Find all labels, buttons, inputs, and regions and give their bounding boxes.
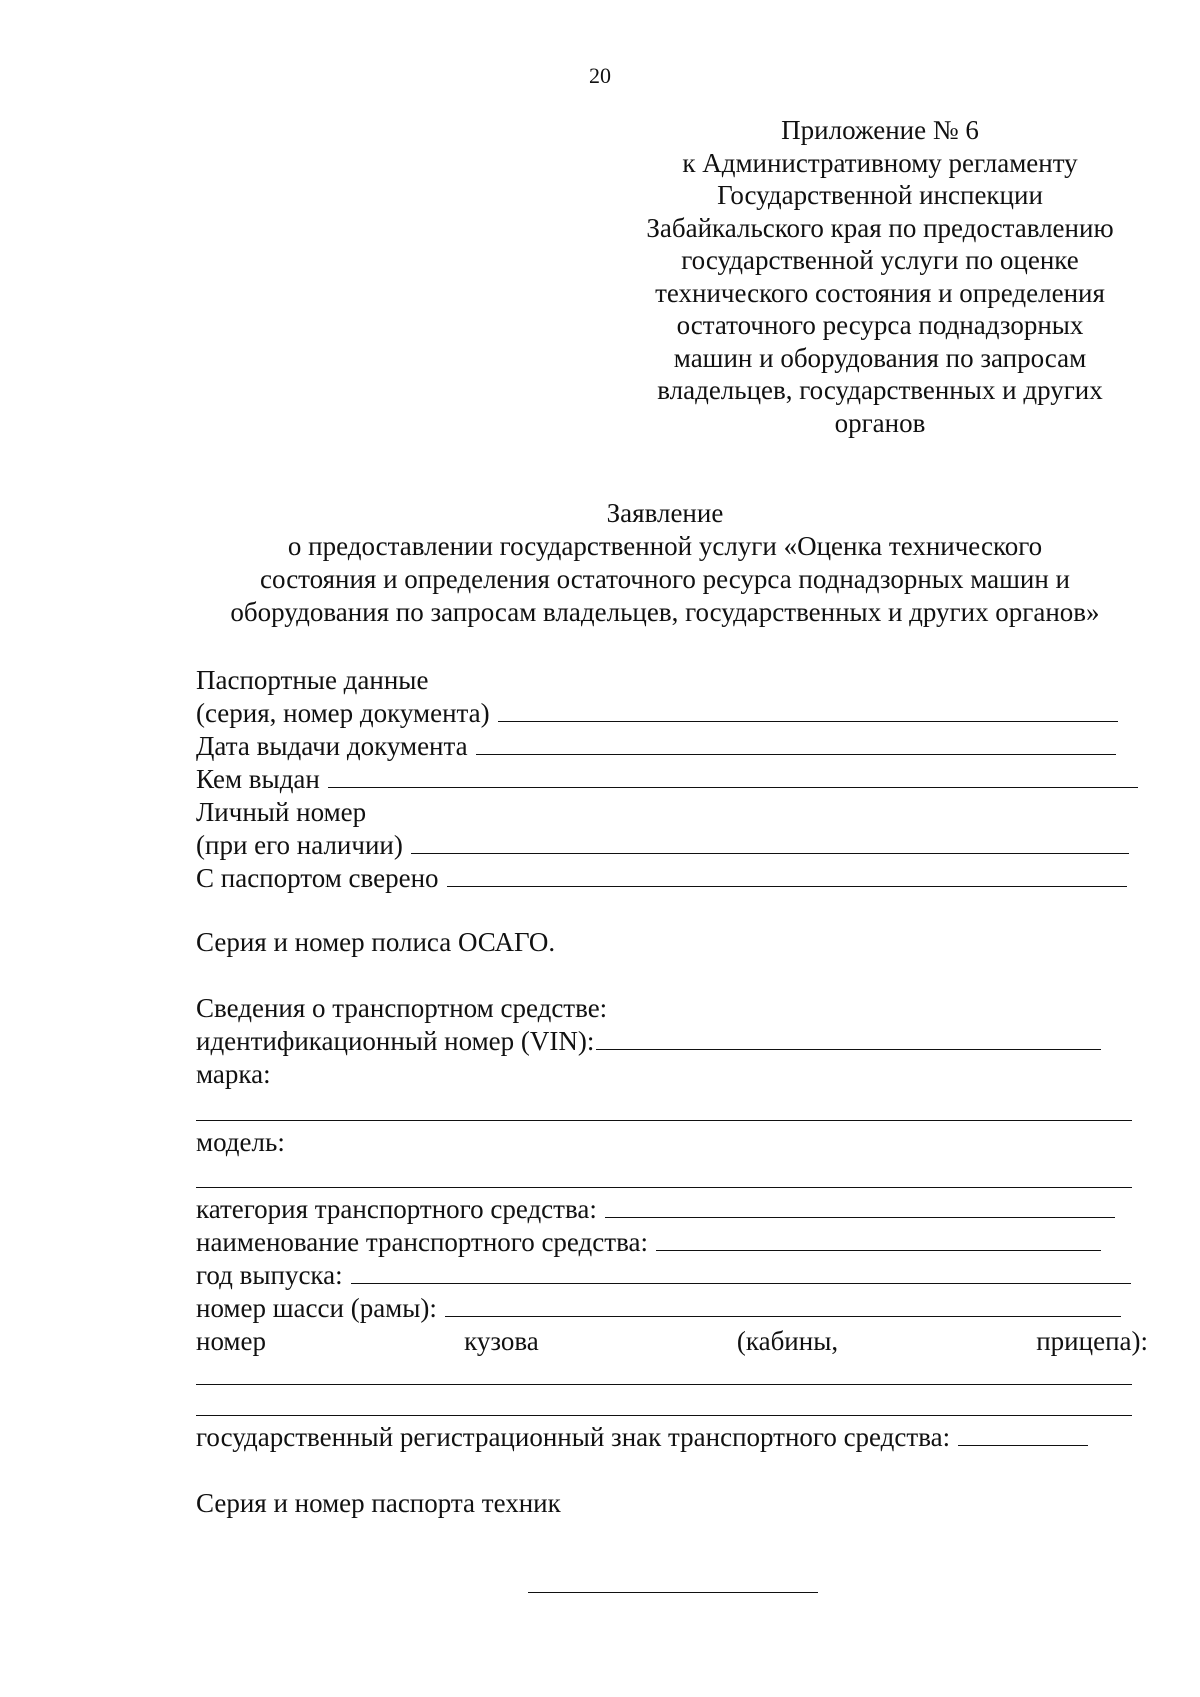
vin-field[interactable] [596,1025,1101,1050]
issued-by-label: Кем выдан [196,764,320,794]
verified-field[interactable] [447,862,1127,887]
appendix-line: владельцев, государственных и других [657,375,1103,405]
model-row [196,1126,285,1158]
osago-label: Серия и номер полиса ОСАГО. [196,927,556,957]
model-label: модель: [196,1127,285,1157]
title-line: о предоставлении государственной услуги «Оценка технического [287,531,1043,561]
reg-plate-label: государственный регистрационный знак транспортного средства: [196,1422,951,1452]
osago-row [196,926,555,958]
year-label: год выпуска: [196,1260,343,1290]
body-number-field[interactable] [196,1384,1132,1385]
vehicle-name-field[interactable] [656,1226,1101,1251]
verified-label: С паспортом сверено [196,863,439,893]
tech-passport-row [196,1487,561,1519]
title-line: оборудования по запросам владельцев, государственных и других органов» [230,597,1100,627]
appendix-line: государственной услуги по оценке [681,245,1079,275]
appendix-line: Забайкальского края по предоставлению [646,212,1114,243]
personal-number-field[interactable] [411,829,1129,854]
category-label: категория транспортного средства: [196,1194,597,1224]
tech-passport-label: Серия и номер паспорта техник [196,1488,561,1518]
chassis-field[interactable] [445,1292,1121,1317]
body-number-word: кузова [464,1326,539,1356]
make-field[interactable] [196,1120,1132,1121]
vin-label: идентификационный номер (VIN): [196,1026,595,1056]
appendix-line: остаточного ресурса поднадзорных [676,310,1084,340]
year-row [196,1259,1131,1291]
appendix-line: Государственной инспекции [717,180,1043,210]
appendix-line: органов [834,407,926,438]
if-available-label: (при его наличии) [196,830,403,860]
model-field[interactable] [196,1187,1132,1188]
make-row [196,1058,271,1090]
appendix-line: технического состояния и определения [655,277,1105,308]
chassis-row [196,1292,1121,1324]
body-number-word: прицепа): [1036,1326,1148,1356]
category-field[interactable] [605,1193,1115,1218]
personal-number-row [196,796,366,828]
vehicle-name-row [196,1226,1101,1258]
chassis-label: номер шасси (рамы): [196,1293,437,1323]
vehicle-name-label: наименование транспортного средства: [196,1227,648,1257]
passport-header-row [196,664,428,696]
body-number-field-2[interactable] [196,1415,1132,1416]
appendix-line: Приложение № 6 [781,115,979,145]
title-line: состояния и определения остаточного ресурса поднадзорных машин и [260,564,1070,594]
body-number-row [196,1325,1148,1357]
passport-header: Паспортные данные [196,665,429,695]
reg-plate-row [196,1421,1088,1453]
issued-by-row [196,763,1138,795]
personal-number-label: Личный номер [196,797,367,827]
make-label: марка: [196,1059,271,1089]
reg-plate-field[interactable] [958,1421,1088,1446]
closing-divider [528,1592,818,1593]
title-block [200,497,1130,629]
issue-date-field[interactable] [476,730,1116,755]
verified-row [196,862,1127,894]
passport-series-label: (серия, номер документа) [196,698,490,728]
body-number-word: номер [196,1326,267,1356]
body-number-word: (кабины, [736,1326,839,1356]
appendix-block [625,114,1135,439]
issued-by-field[interactable] [328,763,1138,788]
issue-date-label: Дата выдачи документа [196,731,468,761]
vin-row [196,1025,1101,1057]
passport-series-row [196,697,1118,729]
document-heading: Заявление [606,498,724,528]
if-available-row [196,829,1129,861]
year-field[interactable] [351,1259,1131,1284]
issue-date-row [196,730,1116,762]
appendix-line: машин и оборудования по запросам [673,342,1087,373]
passport-series-field[interactable] [498,697,1118,722]
category-row [196,1193,1115,1225]
appendix-line: к Административному регламенту [682,147,1078,178]
page-number: 20 [589,63,611,88]
vehicle-header-row [196,992,607,1024]
vehicle-header: Сведения о транспортном средстве: [196,993,608,1023]
